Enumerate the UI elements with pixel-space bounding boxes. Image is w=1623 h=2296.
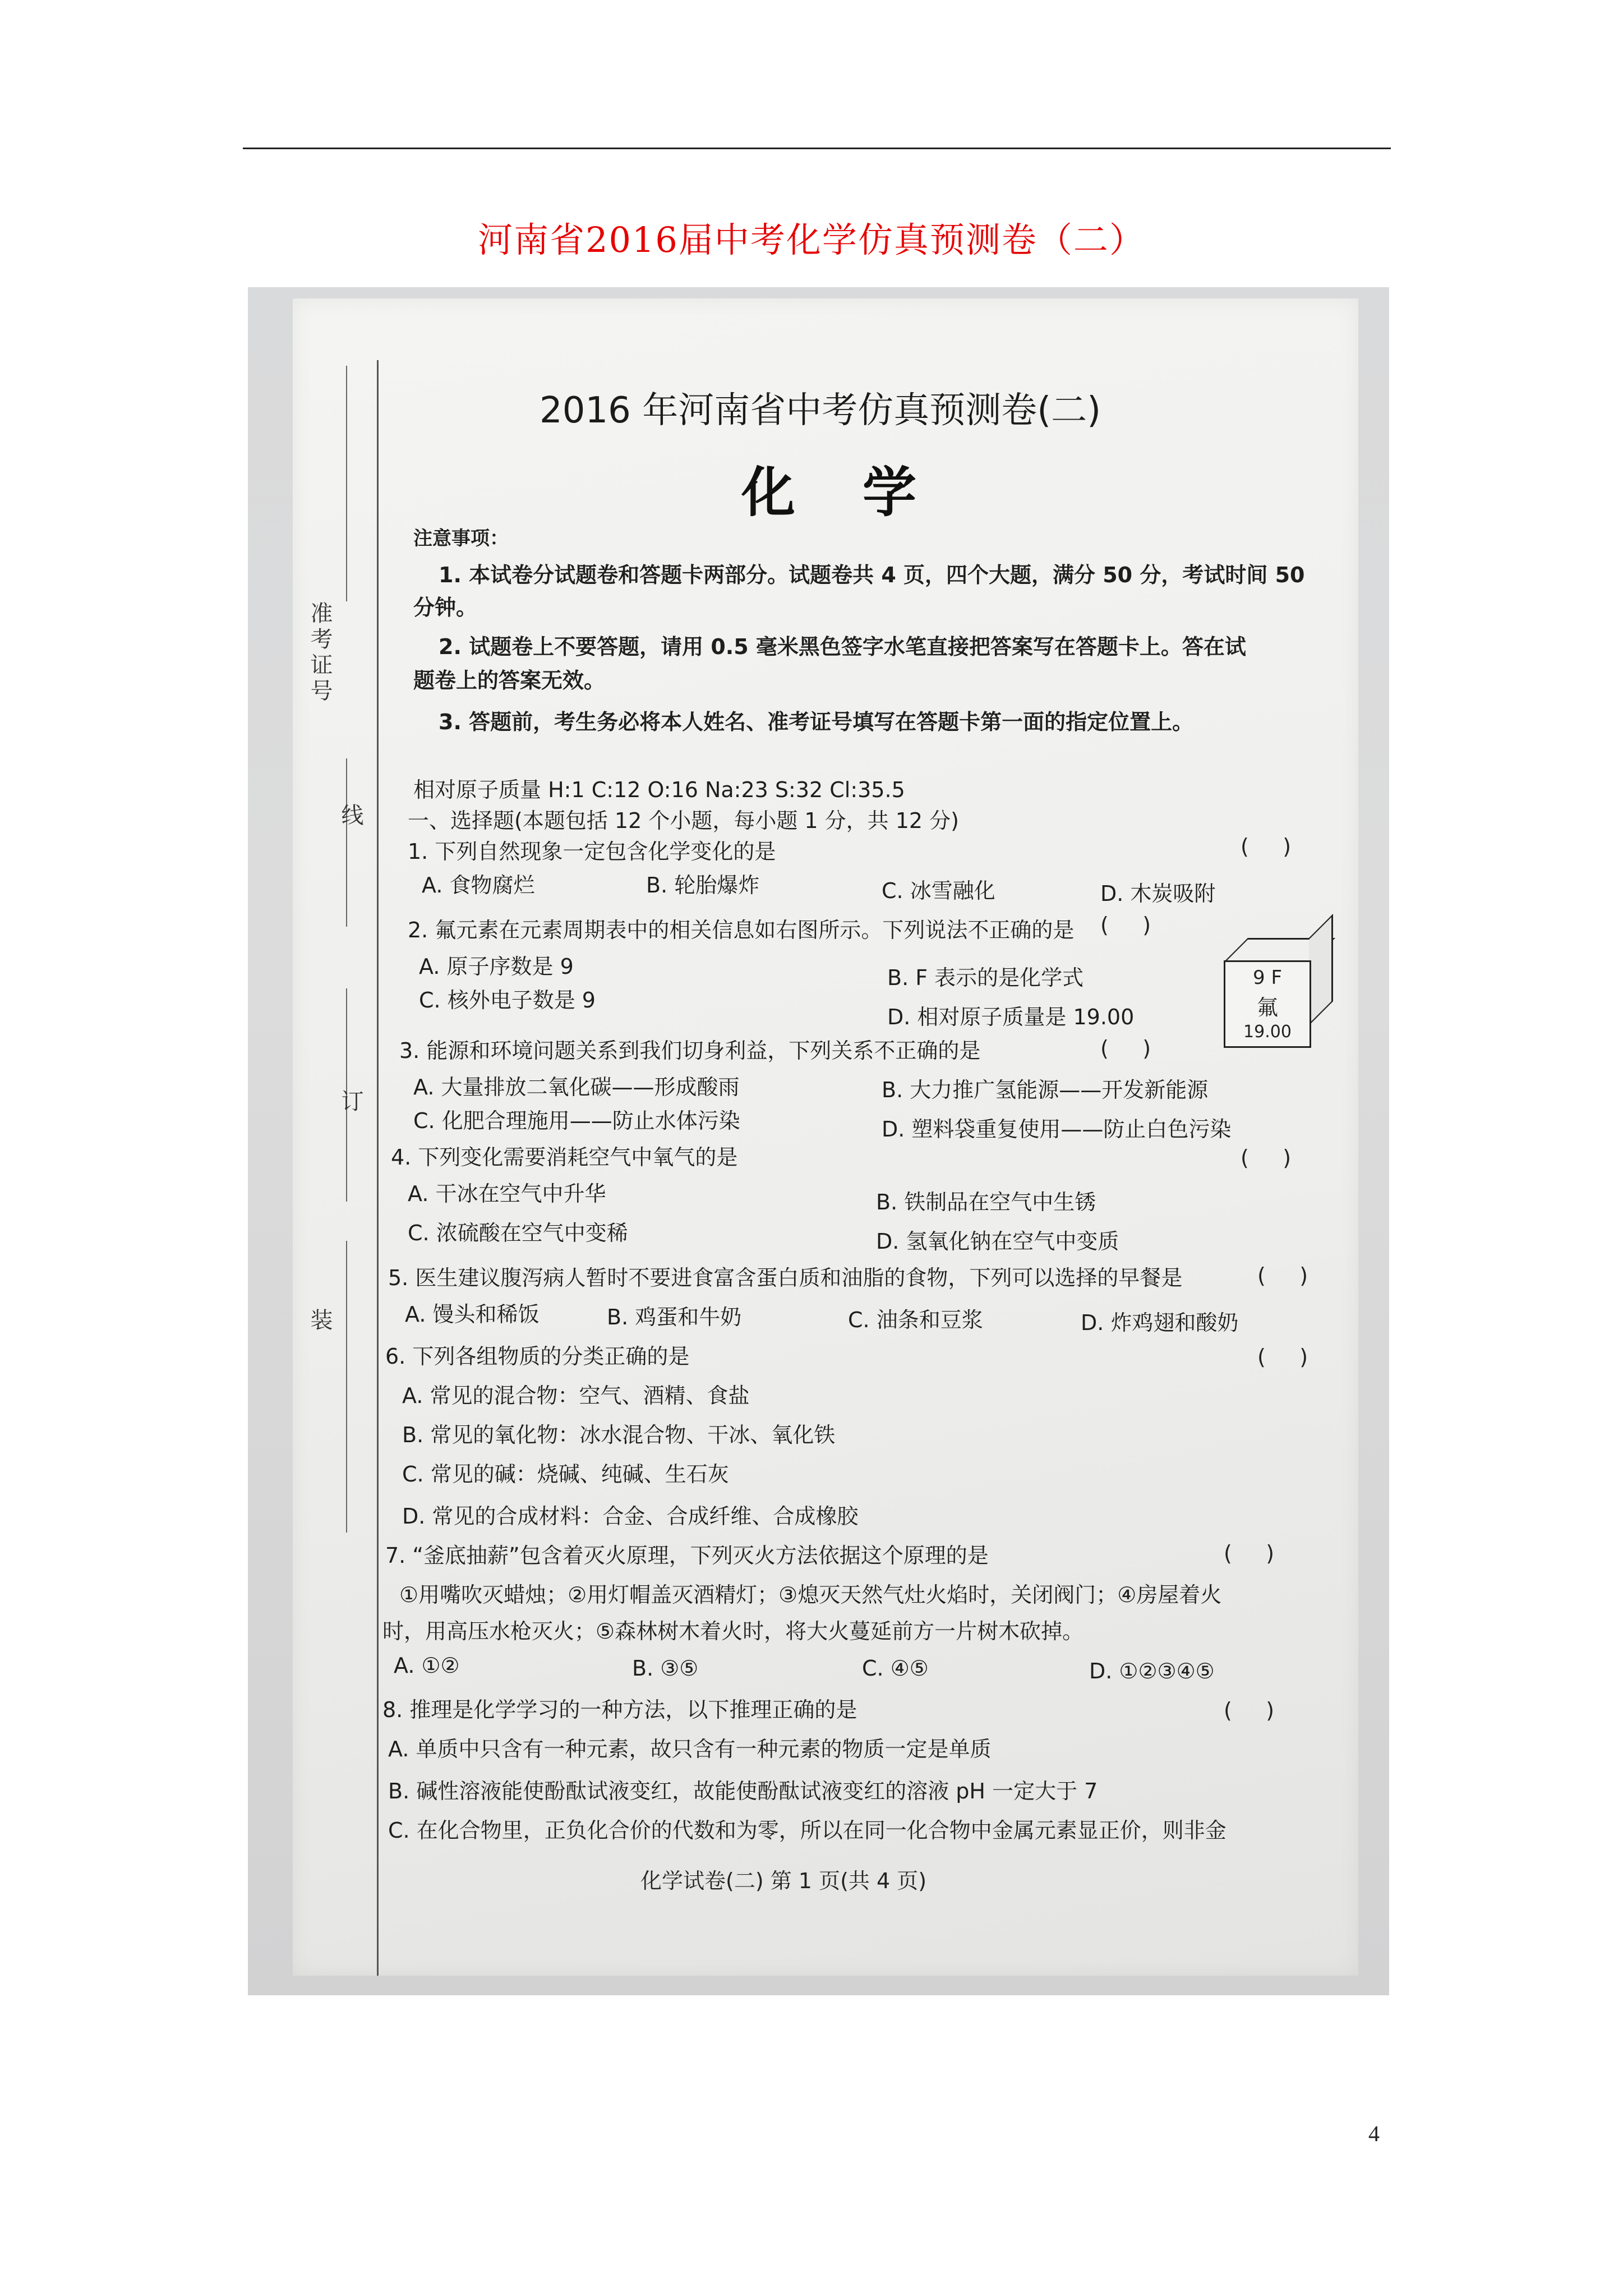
question-option: C. 化肥合理施用——防止水体污染 [413, 1108, 740, 1133]
question-option: B. F 表示的是化学式 [887, 965, 1084, 990]
question-stem: 8. 推理是化学学习的一种方法，以下推理正确的是 [382, 1697, 857, 1722]
question-option: D. ①②③④⑤ [1089, 1659, 1215, 1683]
notice-line: 1. 本试卷分试题卷和答题卡两部分。试题卷共 4 页，四个大题，满分 50 分，考试时间 50 [439, 563, 1305, 587]
question-stem: 2. 氟元素在元素周期表中的相关信息如右图所示。下列说法不正确的是 [408, 918, 1075, 942]
question-option: B. 碱性溶液能使酚酞试液变红，故能使酚酞试液变红的溶液 pH 一定大于 7 [388, 1779, 1098, 1803]
binding-label-exam-id: 准考证号 [307, 601, 333, 705]
question-option: C. 在化合物里，正负化合价的代数和为零，所以在同一化合物中金属元素显正价，则非金 [388, 1818, 1227, 1843]
binding-label-staple: 订 [338, 1089, 363, 1115]
question-option: A. 大量排放二氧化碳——形成酸雨 [413, 1075, 740, 1099]
element-name: 氟 [1256, 995, 1278, 1020]
answer-paren: ( ) [1241, 834, 1292, 859]
atomic-masses: 相对原子质量 H:1 C:12 O:16 Na:23 S:32 Cl:35.5 [413, 777, 905, 802]
answer-paren: ( ) [1241, 1145, 1292, 1170]
answer-paren: ( ) [1100, 913, 1151, 937]
question-option: C. 浓硫酸在空气中变稀 [408, 1221, 628, 1245]
answer-paren: ( ) [1257, 1263, 1308, 1288]
question-stem: 1. 下列自然现象一定包含化学变化的是 [408, 839, 776, 864]
question-option: B. ③⑤ [632, 1656, 699, 1681]
exam-paper [293, 298, 1358, 1976]
notice-line: 2. 试题卷上不要答题，请用 0.5 毫米黑色签字水笔直接把答案写在答题卡上。答在试 [439, 634, 1246, 659]
question-option: C. 常见的碱：烧碱、纯碱、生石灰 [402, 1462, 729, 1487]
notice-line: 3. 答题前，考生务必将本人姓名、准考证号填写在答题卡第一面的指定位置上。 [439, 710, 1194, 734]
answer-paren: ( ) [1224, 1541, 1275, 1566]
question-option: A. ①② [394, 1653, 460, 1678]
element-number-symbol: 9 F [1253, 967, 1282, 989]
notice-line: 分钟。 [413, 595, 478, 620]
document-title: 河南省2016届中考化学仿真预测卷（二） [478, 219, 1145, 260]
notice-heading: 注意事项： [413, 527, 509, 550]
binding-dash [346, 366, 347, 601]
binding-label-line: 线 [338, 803, 363, 829]
question-option: D. 木炭吸附 [1100, 881, 1216, 906]
exam-title: 2016 年河南省中考仿真预测卷(二) [540, 390, 1101, 431]
question-option: D. 相对原子质量是 19.00 [887, 1005, 1135, 1029]
question-option: B. 铁制品在空气中生锈 [876, 1190, 1096, 1214]
exam-photo [248, 287, 1389, 1995]
question-option: D. 氢氧化钠在空气中变质 [876, 1229, 1119, 1254]
question-option: A. 原子序数是 9 [419, 954, 574, 979]
question-option: B. 大力推广氢能源——开发新能源 [882, 1078, 1209, 1102]
question-stem: 7. “釜底抽薪”包含着灭火原理，下列灭火方法依据这个原理的是 [385, 1543, 989, 1568]
header-rule [243, 148, 1391, 149]
question-option: D. 炸鸡翅和酸奶 [1081, 1310, 1239, 1335]
question-option: C. 冰雪融化 [882, 878, 995, 903]
answer-paren: ( ) [1100, 1036, 1151, 1061]
question-stem: 5. 医生建议腹泻病人暂时不要进食富含蛋白质和油脂的食物，下列可以选择的早餐是 [388, 1266, 1183, 1290]
element-cube-side [1309, 914, 1333, 1025]
question-body-line: 时，用高压水枪灭火；⑤森林树木着火时，将大火蔓延前方一片树木砍掉。 [382, 1619, 1084, 1644]
question-option: B. 常见的氧化物：冰水混合物、干冰、氧化铁 [402, 1423, 836, 1447]
answer-paren: ( ) [1257, 1345, 1308, 1369]
question-stem: 3. 能源和环境问题关系到我们切身利益，下列关系不正确的是 [399, 1038, 981, 1063]
exam-subject: 化学 [741, 461, 984, 524]
element-mass: 19.00 [1243, 1022, 1292, 1042]
exam-page-footer: 化学试卷(二) 第 1 页(共 4 页) [640, 1869, 927, 1893]
question-option: A. 馒头和稀饭 [405, 1302, 540, 1327]
question-option: D. 塑料袋重复使用——防止白色污染 [882, 1117, 1232, 1142]
question-option: A. 单质中只含有一种元素，故只含有一种元素的物质一定是单质 [388, 1737, 992, 1761]
binding-dash [346, 1241, 347, 1533]
binding-dash [346, 758, 347, 927]
question-stem: 4. 下列变化需要消耗空气中氧气的是 [391, 1145, 738, 1170]
answer-paren: ( ) [1224, 1698, 1275, 1723]
question-option: A. 食物腐烂 [422, 873, 535, 898]
element-card-fluorine [1224, 960, 1311, 1048]
notice-line: 题卷上的答案无效。 [413, 668, 606, 693]
question-option: A. 干冰在空气中升华 [408, 1181, 606, 1206]
section-heading: 一、选择题(本题包括 12 个小题，每小题 1 分，共 12 分) [408, 808, 960, 833]
question-option: D. 常见的合成材料：合金、合成纤维、合成橡胶 [402, 1504, 859, 1529]
question-option: B. 轮胎爆炸 [646, 873, 760, 898]
question-option: C. 核外电子数是 9 [419, 988, 596, 1013]
question-option: C. ④⑤ [862, 1656, 929, 1681]
question-option: C. 油条和豆浆 [848, 1308, 983, 1332]
question-body-line: ①用嘴吹灭蜡烛；②用灯帽盖灭酒精灯；③熄灭天然气灶火焰时，关闭阀门；④房屋着火 [399, 1582, 1222, 1607]
binding-label-bind: 装 [307, 1308, 333, 1334]
question-option: A. 常见的混合物：空气、酒精、食盐 [402, 1383, 750, 1408]
binding-line [377, 360, 379, 1976]
question-stem: 6. 下列各组物质的分类正确的是 [385, 1344, 690, 1369]
page-number: 4 [1368, 2121, 1380, 2146]
question-option: B. 鸡蛋和牛奶 [607, 1305, 742, 1329]
